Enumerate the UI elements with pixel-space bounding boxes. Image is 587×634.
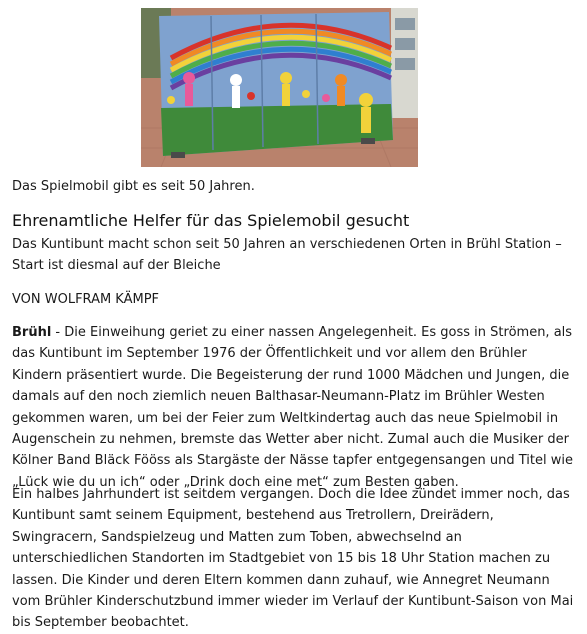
article-teaser: Das Kuntibunt macht schon seit 50 Jahren an verschiedenen Orten in Brühl Station – Start ist diesmal auf der Bleiche: [12, 237, 562, 273]
paragraph-text: - Die Einweihung geriet zu einer nassen Angelegenheit. Es goss in Strömen, als das Kuntibunt im September 1976 der Öffentlichkeit und vor allem den Brühler Kindern präsentiert wurde. Die Begeisterung der rund 1000 Mädchen und Jungen, die damals auf den noch ziemlich neuen Balthasar-Neumann-Platz im Brühler Westen gekommen waren, um bei der Feier zum Weltkindertag auch das neue Spielmobil in Augenschein zu nehmen, bremste das Wetter aber nicht. Zumal auch die Musiker der Kölner Band Bläck Fööss als Stargäste der Nässe tapfer entgegensangen und Titel wie „Lück wie du un ich“ oder „Drink doch eine met“ zum Besten gaben.: [12, 325, 573, 490]
article-paragraph: [12, 322, 577, 493]
spielmobil-container-illustration: [141, 8, 418, 167]
dateline-place: Brühl: [12, 325, 52, 340]
article-headline: Ehrenamtliche Helfer für das Spielemobil gesucht: [12, 211, 410, 230]
image-caption: Das Spielmobil gibt es seit 50 Jahren.: [12, 179, 255, 194]
article-byline: VON WOLFRAM KÄMPF: [12, 292, 160, 307]
article-photo: [141, 8, 418, 167]
article-paragraph: Ein halbes Jahrhundert ist seitdem vergangen. Doch die Idee zündet immer noch, das Kuntibunt samt seinem Equipment, bestehend aus Tretrollern, Dreirädern, Swingracern, Sandspielzeug und Matten zum Toben, abwechselnd an unterschiedlichen Standorten im Stadtgebiet von 15 bis 18 Uhr Station machen zu lassen. Die Kinder und deren Eltern kommen dann zuhauf, wie Annegret Neumann vom Brühler Kinderschutzbund immer wieder im Verlauf der Kuntibunt-Saison von Mai bis September beobachtet.: [12, 487, 574, 631]
